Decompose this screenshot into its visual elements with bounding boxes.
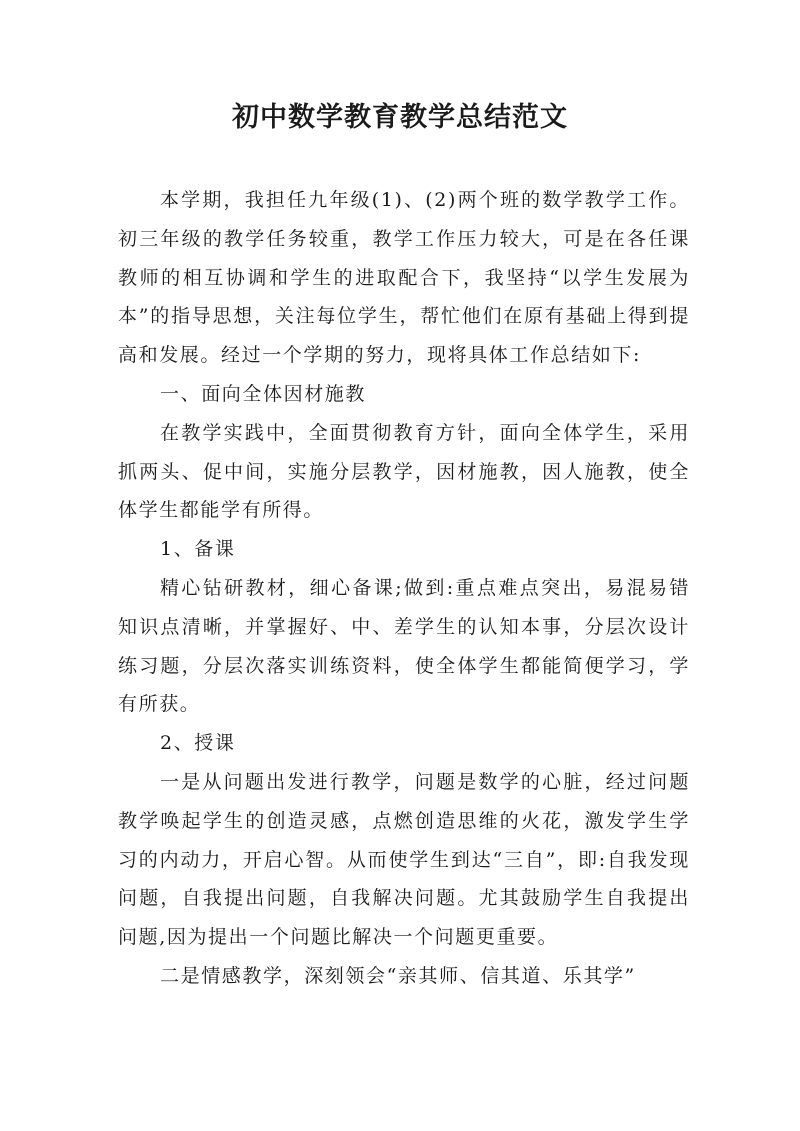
- section-heading-1: 一、面向全体因材施教: [160, 382, 367, 405]
- paragraph-section-1: 在教学实践中，全面贯彻教育方针，面向全体学生，采用抓两头、促中间，实施分层教学，因材施教，因人施教，使全体学生都能学有所得。: [118, 421, 690, 522]
- subsection-heading-teaching: 2、授课: [160, 732, 236, 755]
- subsection-heading-lesson-prep: 1、备课: [160, 538, 236, 561]
- document-body: [118, 181, 690, 996]
- paragraph-lesson-prep: 精心钻研教材，细心备课;做到:重点难点突出，易混易错知识点清晰，并掌握好、中、差学生的认知本事，分层次设计练习题，分层次落实训练资料，使全体学生都能简便学习，学有所获。: [118, 576, 690, 716]
- paragraph-teaching-2: 二是情感教学，深刻领会“亲其师、信其道、乐其学”: [160, 964, 636, 987]
- paragraph-intro: 本学期，我担任九年级(1)、(2)两个班的数学教学工作。初三年级的教学任务较重，教学工作压力较大，可是在各任课教师的相互协调和学生的进取配合下，我坚持“以学生发展为本”的指导思想，关注每位学生，帮忙他们在原有基础上得到提高和发展。经过一个学期的努力，现将具体工作总结如下:: [118, 189, 690, 367]
- document-title: 初中数学教育教学总结范文: [232, 102, 568, 133]
- paragraph-teaching-1: 一是从问题出发进行教学，问题是数学的心脏，经过问题教学唤起学生的创造灵感，点燃创造思维的火花，激发学生学习的内动力，开启心智。从而使学生到达“三自”，即:自我发现问题，自我提出问题，自我解决问题。尤其鼓励学生自我提出问题,因为提出一个问题比解决一个问题更重要。: [118, 770, 690, 949]
